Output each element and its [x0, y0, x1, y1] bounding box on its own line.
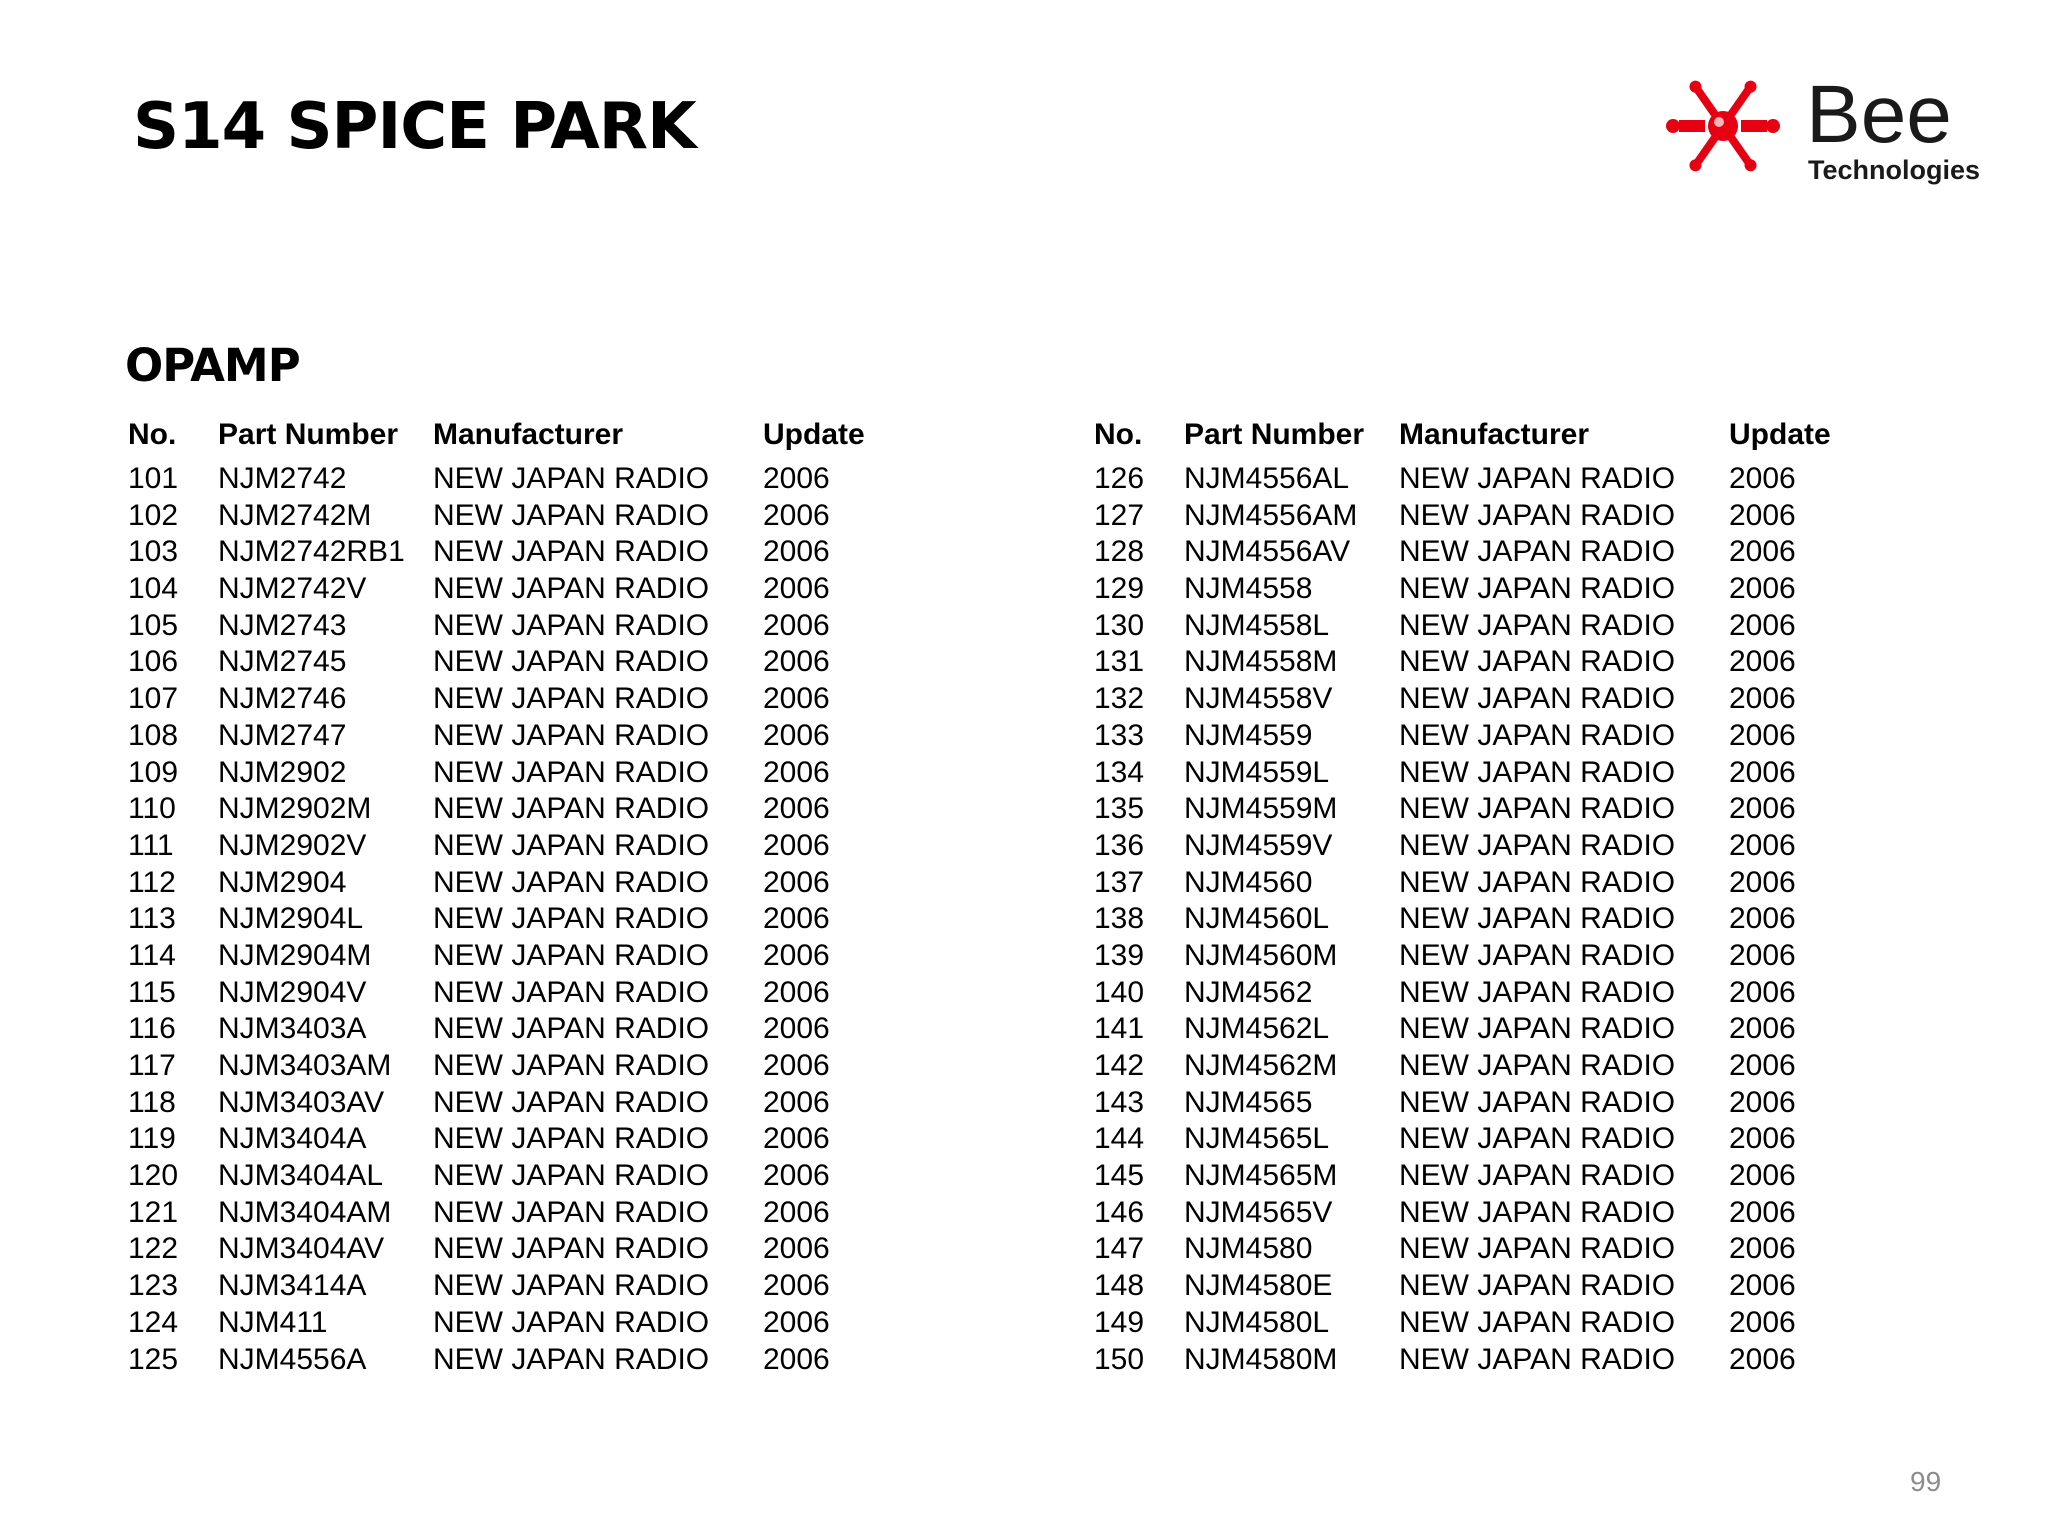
cell-part-number: NJM4559L	[1184, 755, 1330, 789]
cell-manufacturer: NEW JAPAN RADIO	[1399, 608, 1676, 642]
cell-part-number: NJM411	[218, 1305, 328, 1339]
cell-no: 149	[1094, 1305, 1145, 1339]
logo-name: Bee	[1806, 69, 1952, 160]
cell-no: 138	[1094, 902, 1145, 936]
cell-no: 143	[1094, 1085, 1145, 1119]
cell-part-number: NJM4556AL	[1184, 462, 1350, 495]
cell-update: 2006	[1729, 1195, 1796, 1229]
cell-update: 2006	[763, 975, 830, 1009]
cell-update: 2006	[1729, 828, 1796, 862]
cell-update: 2006	[1729, 1232, 1796, 1266]
cell-manufacturer: NEW JAPAN RADIO	[1399, 1195, 1676, 1229]
cell-part-number: NJM4565L	[1184, 1122, 1330, 1156]
cell-no: 104	[128, 572, 179, 606]
cell-no: 109	[128, 755, 179, 789]
cell-part-number: NJM2904L	[218, 902, 364, 936]
cell-manufacturer: NEW JAPAN RADIO	[433, 1195, 710, 1229]
cell-update: 2006	[763, 535, 830, 569]
cell-manufacturer: NEW JAPAN RADIO	[433, 1012, 710, 1046]
cell-part-number: NJM2902	[218, 755, 347, 789]
cell-update: 2006	[1729, 938, 1796, 972]
cell-manufacturer: NEW JAPAN RADIO	[1399, 828, 1676, 862]
cell-update: 2006	[763, 828, 830, 862]
cell-part-number: NJM4558	[1184, 572, 1313, 606]
cell-no: 127	[1094, 498, 1145, 532]
cell-part-number: NJM4580	[1184, 1232, 1313, 1266]
page-title: S14 SPICE PARK	[133, 90, 696, 164]
cell-part-number: NJM4560M	[1184, 938, 1338, 972]
cell-update: 2006	[763, 682, 830, 716]
cell-update: 2006	[1729, 1305, 1796, 1339]
cell-no: 120	[128, 1159, 179, 1193]
cell-manufacturer: NEW JAPAN RADIO	[1399, 498, 1676, 532]
cell-update: 2006	[763, 1012, 830, 1046]
cell-manufacturer: NEW JAPAN RADIO	[1399, 682, 1676, 716]
cell-update: 2006	[763, 1195, 830, 1229]
cell-update: 2006	[1729, 462, 1796, 495]
cell-update: 2006	[1729, 755, 1796, 789]
cell-part-number: NJM2742	[218, 462, 347, 495]
cell-part-number: NJM4580E	[1184, 1269, 1333, 1303]
cell-manufacturer: NEW JAPAN RADIO	[1399, 865, 1676, 899]
cell-part-number: NJM2747	[218, 718, 347, 752]
cell-update: 2006	[1729, 865, 1796, 899]
cell-manufacturer: NEW JAPAN RADIO	[433, 645, 710, 679]
cell-manufacturer: NEW JAPAN RADIO	[433, 938, 710, 972]
cell-part-number: NJM2742V	[218, 572, 367, 606]
cell-update: 2006	[763, 938, 830, 972]
cell-manufacturer: NEW JAPAN RADIO	[433, 498, 710, 532]
cell-no: 115	[128, 975, 176, 1009]
cell-part-number: NJM2745	[218, 645, 347, 679]
cell-manufacturer: NEW JAPAN RADIO	[1399, 792, 1676, 826]
cell-part-number: NJM3403AV	[218, 1085, 385, 1119]
cell-part-number: NJM4580M	[1184, 1342, 1338, 1376]
cell-no: 107	[128, 682, 179, 716]
cell-part-number: NJM2742M	[218, 498, 372, 532]
cell-update: 2006	[763, 498, 830, 532]
cell-manufacturer: NEW JAPAN RADIO	[1399, 1159, 1676, 1193]
cell-no: 101	[128, 462, 179, 495]
cell-no: 146	[1094, 1195, 1145, 1229]
cell-manufacturer: NEW JAPAN RADIO	[433, 535, 710, 569]
cell-part-number: NJM3404AV	[218, 1232, 385, 1266]
cell-manufacturer: NEW JAPAN RADIO	[433, 1232, 710, 1266]
cell-part-number: NJM4558L	[1184, 608, 1330, 642]
cell-update: 2006	[1729, 535, 1796, 569]
cell-update: 2006	[763, 1049, 830, 1082]
cell-manufacturer: NEW JAPAN RADIO	[1399, 1122, 1676, 1156]
cell-no: 111	[128, 828, 174, 862]
cell-part-number: NJM4558M	[1184, 645, 1338, 679]
cell-manufacturer: NEW JAPAN RADIO	[1399, 462, 1676, 495]
cell-no: 130	[1094, 608, 1145, 642]
cell-no: 136	[1094, 828, 1145, 862]
cell-part-number: NJM4556AV	[1184, 535, 1351, 569]
cell-no: 125	[128, 1342, 179, 1376]
cell-no: 123	[128, 1269, 179, 1303]
cell-no: 124	[128, 1305, 179, 1339]
cell-update: 2006	[1729, 682, 1796, 716]
cell-update: 2006	[763, 718, 830, 752]
cell-no: 135	[1094, 792, 1145, 826]
cell-part-number: NJM4560L	[1184, 902, 1330, 936]
cell-no: 102	[128, 498, 179, 532]
cell-manufacturer: NEW JAPAN RADIO	[1399, 535, 1676, 569]
cell-update: 2006	[763, 645, 830, 679]
cell-manufacturer: NEW JAPAN RADIO	[1399, 938, 1676, 972]
cell-manufacturer: NEW JAPAN RADIO	[433, 608, 710, 642]
cell-part-number: NJM4565	[1184, 1085, 1313, 1119]
cell-no: 128	[1094, 535, 1145, 569]
cell-update: 2006	[763, 1159, 830, 1193]
header-no: No.	[128, 418, 177, 451]
cell-no: 144	[1094, 1122, 1145, 1156]
page-number: 99	[1910, 1466, 1942, 1497]
cell-manufacturer: NEW JAPAN RADIO	[433, 975, 710, 1009]
cell-part-number: NJM3404A	[218, 1122, 367, 1156]
cell-manufacturer: NEW JAPAN RADIO	[433, 1269, 710, 1303]
cell-update: 2006	[1729, 1269, 1796, 1303]
cell-part-number: NJM4560	[1184, 865, 1313, 899]
logo-subtitle: Technologies	[1808, 155, 1981, 185]
cell-part-number: NJM2743	[218, 608, 347, 642]
cell-update: 2006	[763, 1269, 830, 1303]
cell-update: 2006	[763, 1085, 830, 1119]
cell-no: 106	[128, 645, 179, 679]
cell-no: 134	[1094, 755, 1145, 789]
cell-part-number: NJM3414A	[218, 1269, 367, 1303]
cell-update: 2006	[1729, 1012, 1796, 1046]
cell-no: 148	[1094, 1269, 1145, 1303]
cell-no: 137	[1094, 865, 1145, 899]
cell-no: 129	[1094, 572, 1145, 606]
cell-part-number: NJM3403A	[218, 1012, 367, 1046]
header-no: No.	[1094, 418, 1143, 451]
cell-update: 2006	[1729, 902, 1796, 936]
cell-update: 2006	[763, 902, 830, 936]
cell-update: 2006	[1729, 1085, 1796, 1119]
cell-no: 142	[1094, 1049, 1145, 1082]
cell-no: 103	[128, 535, 179, 569]
cell-part-number: NJM2904M	[218, 938, 372, 972]
cell-manufacturer: NEW JAPAN RADIO	[433, 902, 710, 936]
cell-no: 150	[1094, 1342, 1145, 1376]
cell-manufacturer: NEW JAPAN RADIO	[433, 1305, 710, 1339]
cell-no: 118	[128, 1085, 176, 1119]
header-part-number: Part Number	[218, 418, 399, 451]
cell-no: 145	[1094, 1159, 1145, 1193]
cell-manufacturer: NEW JAPAN RADIO	[433, 572, 710, 606]
cell-update: 2006	[763, 865, 830, 899]
header-manufacturer: Manufacturer	[433, 418, 624, 451]
cell-part-number: NJM4559	[1184, 718, 1313, 752]
cell-no: 121	[128, 1195, 179, 1229]
cell-part-number: NJM2904	[218, 865, 347, 899]
cell-part-number: NJM4562M	[1184, 1049, 1338, 1082]
cell-part-number: NJM4562L	[1184, 1012, 1330, 1046]
cell-no: 117	[128, 1049, 176, 1082]
cell-manufacturer: NEW JAPAN RADIO	[1399, 572, 1676, 606]
cell-no: 119	[128, 1122, 176, 1156]
cell-update: 2006	[763, 608, 830, 642]
cell-update: 2006	[763, 572, 830, 606]
bee-technologies-logo	[1658, 64, 2018, 194]
cell-part-number: NJM4558V	[1184, 682, 1333, 716]
cell-update: 2006	[763, 462, 830, 495]
cell-update: 2006	[1729, 975, 1796, 1009]
cell-manufacturer: NEW JAPAN RADIO	[433, 718, 710, 752]
cell-no: 105	[128, 608, 179, 642]
cell-manufacturer: NEW JAPAN RADIO	[1399, 645, 1676, 679]
cell-no: 141	[1094, 1012, 1145, 1046]
cell-part-number: NJM2902M	[218, 792, 372, 826]
cell-no: 122	[128, 1232, 179, 1266]
cell-manufacturer: NEW JAPAN RADIO	[1399, 902, 1676, 936]
cell-update: 2006	[1729, 718, 1796, 752]
cell-manufacturer: NEW JAPAN RADIO	[433, 462, 710, 495]
cell-no: 132	[1094, 682, 1145, 716]
bee-emblem-icon	[1666, 78, 1780, 173]
cell-update: 2006	[1729, 1159, 1796, 1193]
cell-manufacturer: NEW JAPAN RADIO	[1399, 1085, 1676, 1119]
cell-manufacturer: NEW JAPAN RADIO	[1399, 1012, 1676, 1046]
cell-update: 2006	[763, 1305, 830, 1339]
cell-manufacturer: NEW JAPAN RADIO	[433, 755, 710, 789]
cell-no: 140	[1094, 975, 1145, 1009]
cell-part-number: NJM3403AM	[218, 1049, 392, 1082]
cell-update: 2006	[763, 755, 830, 789]
cell-update: 2006	[1729, 1049, 1796, 1082]
cell-update: 2006	[1729, 645, 1796, 679]
cell-no: 126	[1094, 462, 1145, 495]
cell-manufacturer: NEW JAPAN RADIO	[1399, 1269, 1676, 1303]
cell-update: 2006	[763, 1122, 830, 1156]
header-update: Update	[763, 418, 865, 451]
cell-update: 2006	[1729, 1122, 1796, 1156]
cell-no: 139	[1094, 938, 1145, 972]
cell-update: 2006	[1729, 608, 1796, 642]
cell-manufacturer: NEW JAPAN RADIO	[1399, 975, 1676, 1009]
cell-no: 110	[128, 792, 176, 826]
cell-manufacturer: NEW JAPAN RADIO	[1399, 1305, 1676, 1339]
cell-manufacturer: NEW JAPAN RADIO	[1399, 1049, 1676, 1082]
cell-manufacturer: NEW JAPAN RADIO	[433, 865, 710, 899]
header-part-number: Part Number	[1184, 418, 1365, 451]
cell-no: 108	[128, 718, 179, 752]
cell-manufacturer: NEW JAPAN RADIO	[433, 1049, 710, 1082]
cell-part-number: NJM3404AM	[218, 1195, 392, 1229]
cell-update: 2006	[1729, 498, 1796, 532]
cell-manufacturer: NEW JAPAN RADIO	[1399, 718, 1676, 752]
cell-part-number: NJM2902V	[218, 828, 367, 862]
cell-manufacturer: NEW JAPAN RADIO	[433, 1159, 710, 1193]
cell-manufacturer: NEW JAPAN RADIO	[433, 1122, 710, 1156]
cell-update: 2006	[763, 792, 830, 826]
cell-no: 112	[128, 865, 176, 899]
header-manufacturer: Manufacturer	[1399, 418, 1590, 451]
section-title: OPAMP	[125, 339, 300, 392]
cell-no: 131	[1094, 645, 1145, 679]
cell-part-number: NJM4559M	[1184, 792, 1338, 826]
cell-manufacturer: NEW JAPAN RADIO	[433, 1342, 710, 1376]
cell-part-number: NJM2904V	[218, 975, 367, 1009]
cell-part-number: NJM2742RB1	[218, 535, 405, 569]
cell-manufacturer: NEW JAPAN RADIO	[1399, 755, 1676, 789]
cell-part-number: NJM3404AL	[218, 1159, 384, 1193]
cell-part-number: NJM4580L	[1184, 1305, 1330, 1339]
cell-no: 147	[1094, 1232, 1145, 1266]
cell-part-number: NJM2746	[218, 682, 347, 716]
cell-update: 2006	[763, 1232, 830, 1266]
cell-no: 116	[128, 1012, 176, 1046]
cell-manufacturer: NEW JAPAN RADIO	[433, 1085, 710, 1119]
cell-part-number: NJM4556A	[218, 1342, 367, 1376]
cell-manufacturer: NEW JAPAN RADIO	[433, 828, 710, 862]
cell-part-number: NJM4559V	[1184, 828, 1333, 862]
header-update: Update	[1729, 418, 1831, 451]
cell-manufacturer: NEW JAPAN RADIO	[1399, 1232, 1676, 1266]
cell-part-number: NJM4565M	[1184, 1159, 1338, 1193]
cell-manufacturer: NEW JAPAN RADIO	[1399, 1342, 1676, 1376]
cell-part-number: NJM4565V	[1184, 1195, 1333, 1229]
cell-manufacturer: NEW JAPAN RADIO	[433, 792, 710, 826]
cell-part-number: NJM4556AM	[1184, 498, 1358, 532]
cell-manufacturer: NEW JAPAN RADIO	[433, 682, 710, 716]
cell-no: 133	[1094, 718, 1145, 752]
cell-update: 2006	[763, 1342, 830, 1376]
cell-update: 2006	[1729, 572, 1796, 606]
cell-part-number: NJM4562	[1184, 975, 1313, 1009]
cell-update: 2006	[1729, 1342, 1796, 1376]
cell-update: 2006	[1729, 792, 1796, 826]
cell-no: 113	[128, 902, 176, 936]
cell-no: 114	[128, 938, 176, 972]
